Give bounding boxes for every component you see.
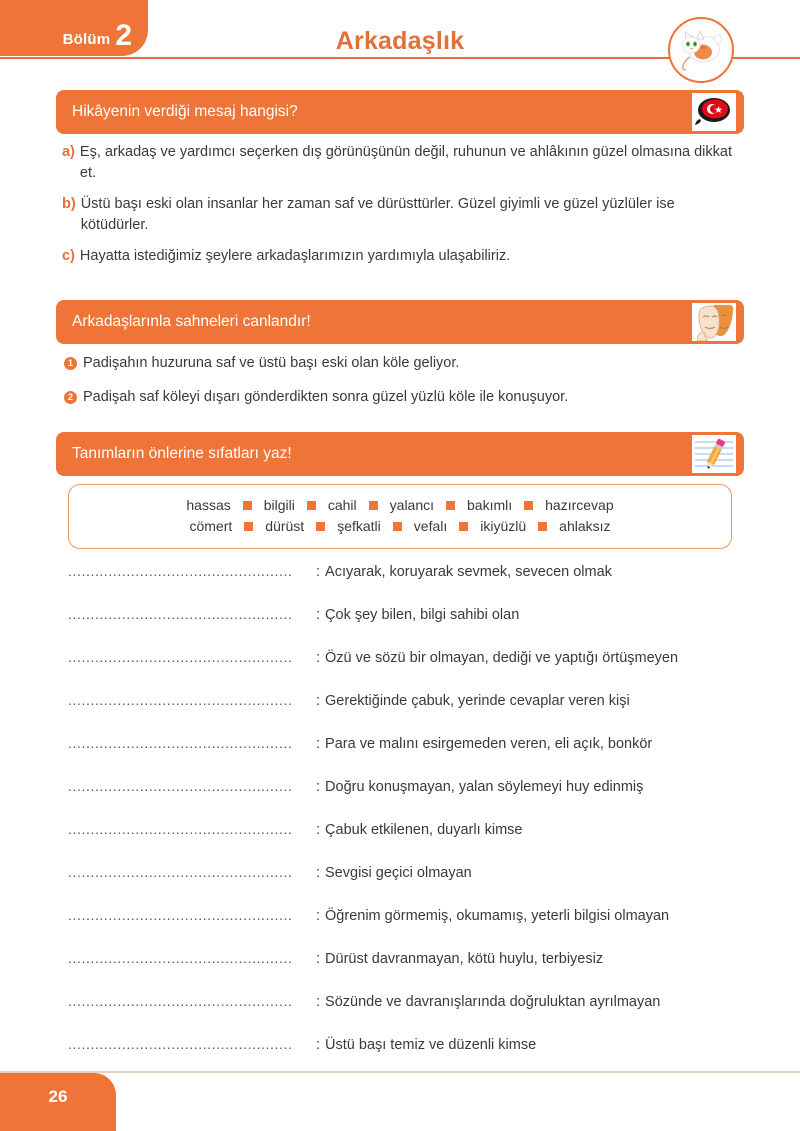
word-separator-square — [524, 501, 533, 510]
colon-separator: : — [316, 908, 321, 924]
definition-text: Para ve malını esirgemeden veren, eli açık, bonkör — [325, 736, 653, 752]
table-row — [68, 950, 768, 993]
word-separator-square — [316, 522, 325, 531]
chapter-badge-number: 2 — [115, 19, 132, 53]
colon-separator: : — [316, 779, 321, 795]
answer-blank[interactable]: .................................................. — [68, 778, 293, 794]
option-text: Üstü başı eski olan insanlar her zaman saf ve dürüsttürler. Güzel giyimli ve güzel yüzlüler ise kötüdürler. — [80, 196, 675, 233]
colon-separator: : — [316, 822, 321, 838]
table-row — [68, 606, 768, 649]
option-marker: a) — [62, 144, 75, 160]
definition-text: Öğrenim görmemiş, okumamış, yeterli bilgisi olmayan — [325, 908, 670, 924]
word-separator-square — [244, 522, 253, 531]
scene-text: Padişah saf köleyi dışarı gönderdikten sonra güzel yüzlü köle ile konuşuyor. — [83, 389, 569, 406]
table-row — [68, 692, 768, 735]
word-separator-square — [538, 522, 547, 531]
table-row — [68, 993, 768, 1036]
answer-blank[interactable]: .................................................. — [68, 993, 293, 1009]
word-bank-word: vefalı — [413, 518, 448, 534]
answer-blank[interactable]: .................................................. — [68, 864, 293, 880]
word-separator-square — [369, 501, 378, 510]
scene-text: Padişahın huzuruna saf ve üstü başı eski olan köle geliyor. — [83, 355, 460, 371]
scene-number-badge: 1 — [64, 357, 77, 370]
table-row — [68, 649, 768, 692]
word-separator-square — [446, 501, 455, 510]
word-bank-word: cahil — [327, 497, 357, 513]
footer-divider — [0, 1071, 800, 1073]
section-header-adjectives-label: Tanımların önlerine sıfatları yaz! — [72, 445, 292, 463]
definition-text: Üstü başı temiz ve düzenli kimse — [325, 1037, 537, 1053]
answer-blank[interactable]: .................................................. — [68, 1036, 293, 1052]
definition-text: Doğru konuşmayan, yalan söylemeyi huy edinmiş — [325, 779, 644, 795]
word-bank-word: yalancı — [389, 497, 435, 513]
section-header-message-label: Hikâyenin verdiği mesaj hangisi? — [72, 103, 298, 121]
colon-separator: : — [316, 994, 321, 1010]
section-header-adjectives — [56, 432, 744, 476]
word-separator-square — [243, 501, 252, 510]
definition-text: Gerektiğinde çabuk, yerinde cevaplar veren kişi — [325, 693, 630, 709]
option-marker: b) — [62, 196, 76, 213]
colon-separator: : — [316, 865, 321, 881]
definition-text: Acıyarak, koruyarak sevmek, sevecen olmak — [325, 564, 612, 580]
answer-blank[interactable]: .................................................. — [68, 606, 293, 622]
colon-separator: : — [316, 951, 321, 967]
word-bank-box — [68, 484, 732, 549]
colon-separator: : — [316, 1037, 321, 1053]
word-bank-word: dürüst — [265, 518, 305, 534]
section-header-message — [56, 90, 744, 134]
list-item — [64, 387, 736, 407]
answer-blank[interactable]: .................................................. — [68, 907, 293, 923]
chapter-badge-word: Bölüm — [62, 31, 111, 48]
colon-separator: : — [316, 564, 321, 580]
word-bank-row-2 — [69, 516, 731, 537]
table-row — [68, 821, 768, 864]
definition-text: Çabuk etkilenen, duyarlı kimse — [325, 822, 523, 838]
answer-blank[interactable]: .................................................. — [68, 649, 293, 665]
colon-separator: : — [316, 693, 321, 709]
definition-text: Sevgisi geçici olmayan — [325, 865, 472, 881]
definition-text: Dürüst davranmayan, kötü huylu, terbiyesiz — [325, 951, 604, 967]
theater-masks-icon — [692, 303, 736, 341]
table-row — [68, 864, 768, 907]
section-header-roleplay — [56, 300, 744, 344]
page-number: 26 — [0, 1073, 116, 1131]
word-bank-word: şefkatli — [337, 518, 381, 534]
table-row — [68, 1036, 768, 1079]
definition-text: Çok şey bilen, bilgi sahibi olan — [325, 607, 520, 623]
answer-blank[interactable]: .................................................. — [68, 821, 293, 837]
message-options-list — [62, 142, 734, 278]
table-row — [68, 778, 768, 821]
pencil-notepad-icon — [692, 435, 736, 473]
colon-separator: : — [316, 650, 321, 666]
page-title: Arkadaşlık — [335, 27, 465, 55]
answer-blank[interactable]: .................................................. — [68, 563, 293, 579]
word-bank-word: hazırcevap — [545, 497, 614, 513]
word-bank-word: hassas — [186, 497, 231, 513]
answer-blank[interactable]: .................................................. — [68, 692, 293, 708]
answer-blank[interactable]: .................................................. — [68, 950, 293, 966]
answer-blank[interactable]: .................................................. — [68, 735, 293, 751]
colon-separator: : — [316, 607, 321, 623]
list-item — [62, 246, 734, 267]
word-bank-word: ahlaksız — [559, 518, 611, 534]
word-bank-word: ikiyüzlü — [480, 518, 527, 534]
list-item — [62, 142, 734, 183]
option-text: Eş, arkadaş ve yardımcı seçerken dış görünüşünün değil, ruhunun ve ahlâkının güzel olmasına dikkat et. — [79, 144, 732, 181]
word-bank-word: bakımlı — [467, 497, 513, 513]
table-row — [68, 563, 768, 606]
option-marker: c) — [62, 248, 75, 265]
colon-separator: : — [316, 736, 321, 752]
word-separator-square — [459, 522, 468, 531]
cat-mascot-icon — [668, 17, 734, 83]
list-item — [64, 353, 736, 373]
word-bank-row-1 — [69, 495, 731, 516]
scene-number-badge: 2 — [64, 391, 77, 404]
table-row — [68, 907, 768, 950]
table-row — [68, 735, 768, 778]
definition-text: Özü ve sözü bir olmayan, dediği ve yaptığı örtüşmeyen — [325, 650, 679, 666]
definition-text: Sözünde ve davranışlarında doğruluktan ayrılmayan — [325, 994, 661, 1010]
word-separator-square — [307, 501, 316, 510]
section-header-roleplay-label: Arkadaşlarınla sahneleri canlandır! — [72, 313, 311, 331]
word-separator-square — [393, 522, 402, 531]
word-bank-word: bilgili — [263, 497, 295, 513]
definition-list — [68, 563, 768, 1079]
turkish-flag-speech-bubble-icon — [692, 93, 736, 131]
roleplay-scene-list — [64, 353, 736, 422]
word-bank-word: cömert — [189, 518, 233, 534]
option-text: Hayatta istediğimiz şeylere arkadaşlarımızın yardımıyla ulaşabiliriz. — [79, 248, 511, 265]
list-item — [62, 194, 734, 235]
